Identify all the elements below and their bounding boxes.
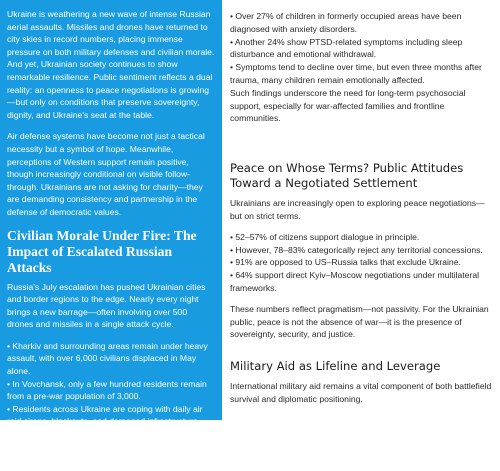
civilian-morale-bullets <box>7 340 215 428</box>
bullet-item: • Another 24% show PTSD-related symptoms including sleep disturbance and emotional withdrawal. <box>230 36 463 60</box>
bullet-item: • 91% are opposed to US–Russia talks that exclude Ukraine. <box>230 257 461 268</box>
bullet-item: • In Vovchansk, only a few hundred residents remain from a pre-war population of 3,000. <box>7 378 207 402</box>
military-aid-heading: Military Aid as Lifeline and Leverage <box>230 359 441 374</box>
bullet-item: • Kharkiv and surrounding areas remain under heavy assault, with over 6,000 civilians displaced in May alone. <box>7 340 208 377</box>
peace-closing-paragraph: These numbers reflect pragmatism—not passivity. For the Ukrainian public, peace is not the absence of war—it is the presence of sovereignty, security, and justice. <box>230 303 489 340</box>
peace-poll-bullets <box>230 231 494 295</box>
intro-paragraph-2: Air defense systems have become not just a tactical necessity but a symbol of hope. Meanwhile, perceptions of Western support remain positive, though increasingly conditional on visible follow-through. Ukrainians are not asking for charity—they are demanding consistency and partnership in the defense of democratic values. <box>7 131 205 217</box>
bullet-item: • However, 78–83% categorically reject any territorial concessions. <box>230 244 483 255</box>
peace-terms-heading: Peace on Whose Terms? Public Attitudes Toward a Negotiated Settlement <box>230 161 464 191</box>
right-column <box>222 0 500 420</box>
peace-intro-paragraph: Ukrainians are increasingly open to exploring peace negotiations—but on strict terms. <box>230 198 485 221</box>
civilian-morale-heading: Civilian Morale Under Fire: The Impact of Escalated Russian Attacks <box>7 227 197 275</box>
bullet-item: • Residents across Ukraine are coping with daily air raid sirens, blackouts, and damaged infrastructure. <box>7 403 203 427</box>
bullet-item: • Over 27% of children in formerly occupied areas have been diagnosed with anxiety disorders. <box>230 11 462 34</box>
civilian-morale-paragraph: Russia's July escalation has pushed Ukrainian cities and border regions to the edge. Nearly every night brings a new barrage—often involving over 500 drones and missiles in a single attack cycle. <box>7 281 206 330</box>
intro-paragraph-1: Ukraine is weathering a new wave of intense Russian aerial assaults. Missiles and drones have returned to city skies in record numbers, placing immense pressure on both military defenses and civilian morale. And yet, Ukrainian society continues to show remarkable resilience. Public sentiment reflects a dual reality: an openness to peace negotiations is growing—but only on conditions that preserve sovereignty, dignity, and Ukraine's seat at the table. <box>7 9 215 120</box>
left-column <box>0 0 222 461</box>
closing-paragraph: Despite the exhaustion, communities continue to organize, support one another, and rebuild. The <box>7 438 192 461</box>
bullet-item: • 64% support direct Kyiv–Moscow negotiations under multilateral frameworks. <box>230 270 480 293</box>
bullet-item: • Symptoms tend to decline over time, but even three months after trauma, many children remain emotionally affected. <box>230 62 482 85</box>
psychosocial-support-paragraph: Such findings underscore the need for long-term psychosocial support, especially for war-affected families and frontline communities. <box>230 87 466 124</box>
military-aid-intro: International military aid remains a vital component of both battlefield survival and diplomatic positioning. <box>230 381 492 404</box>
bullet-item: • 52–57% of citizens support dialogue in principle. <box>230 231 420 242</box>
children-trauma-bullets <box>230 10 494 87</box>
